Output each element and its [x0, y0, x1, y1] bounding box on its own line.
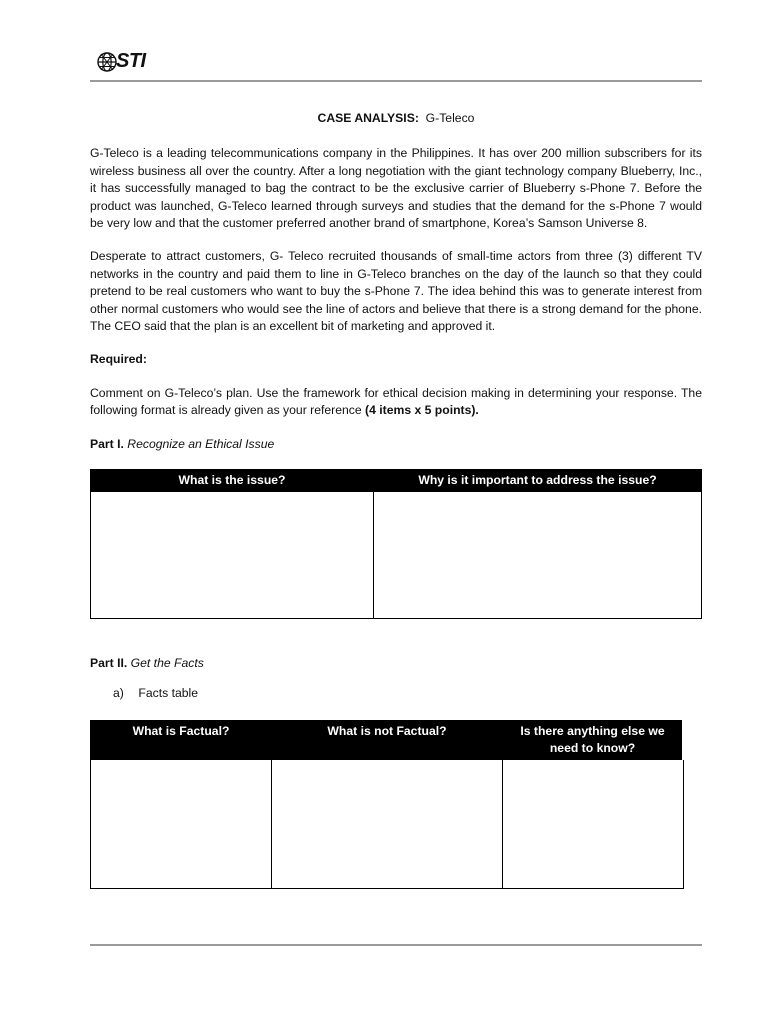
- logo-text: STI: [116, 50, 146, 72]
- answer-cell[interactable]: [272, 759, 503, 888]
- paragraph-1: G-Teleco is a leading telecommunications company in the Philippines. It has over 200 million subscribers for its wireless business all over the country. After a long negotiation with the giant technology company Blueberry, Inc., it has successfully managed to bag the contract to be the exclusive carrier of Blueberry s-Phone 7. Before the product was launched, G-Teleco learned through surveys and studies that the demand for the s-Phone 7 would be very low and that the customer preferred another brand of smartphone, Korea’s Samson Universe 8.: [90, 146, 702, 231]
- part1-heading: [90, 436, 702, 453]
- table-header-cell: Is there anything else we need to know?: [503, 720, 684, 759]
- table-row: [91, 492, 702, 619]
- required-label: Required:: [90, 352, 147, 367]
- title-bold: CASE ANALYSIS:: [317, 111, 419, 125]
- ethical-issue-table: [90, 469, 702, 619]
- sti-logo: [96, 50, 146, 73]
- table-row: [91, 759, 684, 888]
- instruction-points: (4 items x 5 points).: [365, 403, 479, 418]
- answer-cell[interactable]: [91, 759, 272, 888]
- part1-title: Recognize an Ethical Issue: [127, 436, 275, 451]
- table-header-row: [91, 470, 702, 492]
- document-title: [90, 110, 702, 127]
- part1-label: Part I.: [90, 436, 124, 451]
- part2-heading: [90, 655, 702, 672]
- answer-cell[interactable]: [503, 759, 684, 888]
- answer-cell[interactable]: [374, 492, 702, 619]
- footer-divider: [90, 944, 702, 946]
- table-header-cell: Why is it important to address the issue?: [374, 470, 702, 492]
- title-rest: G-Teleco: [425, 111, 475, 125]
- sub-title: Facts table: [138, 685, 199, 700]
- table-header-cell: What is the issue?: [91, 470, 374, 492]
- document-body: [90, 110, 702, 889]
- globe-icon: [96, 51, 118, 73]
- facts-table: [90, 720, 684, 889]
- part2-label: Part II.: [90, 656, 128, 671]
- sub-label: a): [113, 685, 124, 700]
- paragraph-2: Desperate to attract customers, G- Teleco recruited thousands of small-time actors from three (3) different TV networks in the country and paid them to line in G-Teleco branches on the day of the launch so that they could pretend to be real customers who want to buy the s-Phone 7. The idea behind this was to generate interest from other normal customers who would see the line of actors and believe that there is a strong demand for the phone. The CEO said that the plan is an excellent bit of marketing and approved it.: [90, 249, 702, 334]
- instruction: [90, 385, 702, 420]
- table-header-row: [91, 720, 684, 759]
- facts-subheading: [113, 685, 702, 702]
- answer-cell[interactable]: [91, 492, 374, 619]
- part2-title: Get the Facts: [130, 656, 204, 671]
- header-divider: [90, 80, 702, 82]
- table-header-cell: What is Factual?: [91, 720, 272, 759]
- instruction-text: Comment on G-Teleco’s plan. Use the framework for ethical decision making in determining your response. The following format is already given as your reference: [90, 385, 702, 418]
- table-header-cell: What is not Factual?: [272, 720, 503, 759]
